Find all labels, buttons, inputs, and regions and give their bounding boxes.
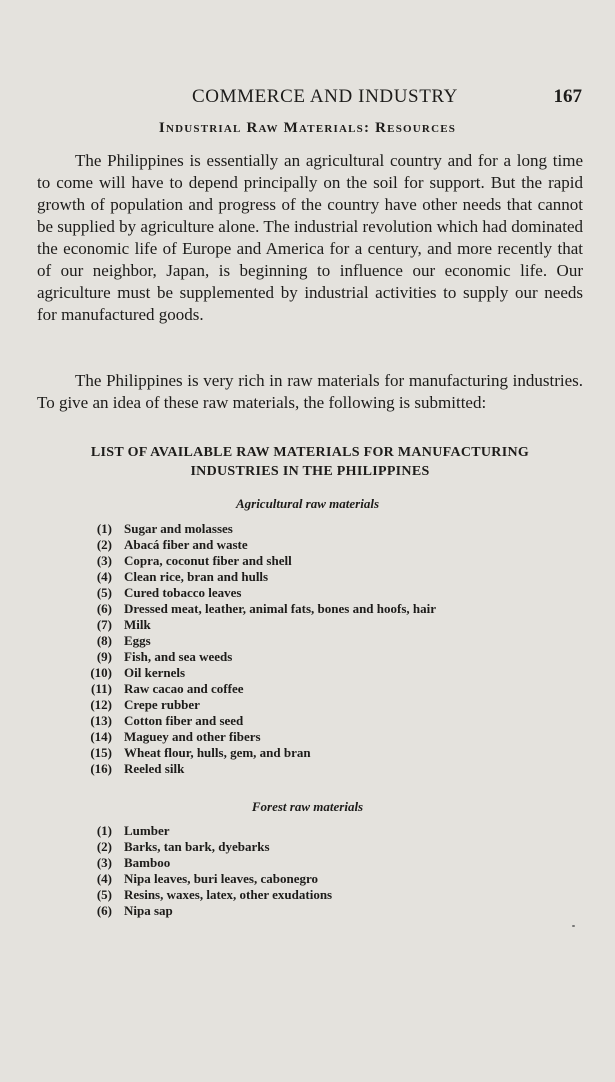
- item-text: Bamboo: [124, 855, 171, 870]
- section-heading: Industrial Raw Materials: Resources: [158, 120, 457, 136]
- item-number: (8): [96, 633, 112, 648]
- item-text: Resins, waxes, latex, other exudations: [124, 887, 333, 902]
- item-text: Sugar and molasses: [124, 521, 233, 536]
- item-text: Clean rice, bran and hulls: [124, 569, 269, 584]
- list-item: [78, 665, 578, 681]
- item-text: Cured tobacco leaves: [124, 585, 242, 600]
- item-text: Raw cacao and coffee: [124, 681, 244, 696]
- item-text: Eggs: [124, 633, 151, 648]
- item-number: (10): [90, 665, 112, 680]
- running-title: COMMERCE AND INDUSTRY: [192, 86, 458, 107]
- list-item: [78, 823, 578, 839]
- list-item: [78, 871, 578, 887]
- item-number: (3): [96, 855, 112, 870]
- page-number: 167: [553, 86, 582, 107]
- item-number: (16): [90, 761, 112, 776]
- item-text: Oil kernels: [124, 665, 186, 680]
- list-item: [78, 537, 578, 553]
- item-number: (5): [96, 585, 112, 600]
- agricultural-list: [78, 521, 578, 777]
- forest-heading: Forest raw materials: [251, 799, 364, 814]
- item-text: Copra, coconut fiber and shell: [124, 553, 292, 568]
- item-text: Nipa sap: [124, 903, 173, 918]
- paragraph-intro: The Philippines is essentially an agricultural country and for a long time to come will have to depend principally on the soil for support. But the rapid growth of population and progress of the country have other needs that cannot be supplied by agriculture alone. The industrial revolution which had dominated the economic life of Europe and America for a century, and more recently that of our neighbor, Japan, is beginning to influence our economic life. Our agriculture must be supplemented by industrial activities to supply our needs for manufactured goods.: [37, 151, 583, 324]
- item-number: (15): [90, 745, 112, 760]
- list-item: [78, 569, 578, 585]
- item-number: (4): [96, 569, 112, 584]
- item-number: (11): [91, 681, 112, 696]
- item-number: (2): [96, 839, 112, 854]
- list-item: [78, 839, 578, 855]
- list-item: [78, 729, 578, 745]
- item-text: Wheat flour, hulls, gem, and bran: [124, 745, 311, 760]
- list-item: [78, 761, 578, 777]
- item-number: (6): [96, 903, 112, 918]
- list-item: [78, 649, 578, 665]
- list-item: [78, 887, 578, 903]
- list-item: [78, 681, 578, 697]
- list-item: [78, 713, 578, 729]
- list-item: [78, 585, 578, 601]
- item-text: Milk: [124, 617, 151, 632]
- list-item: [78, 633, 578, 649]
- item-number: (14): [90, 729, 112, 744]
- item-number: (2): [96, 537, 112, 552]
- running-head: [0, 86, 615, 110]
- list-item: [78, 855, 578, 871]
- item-text: Barks, tan bark, dyebarks: [124, 839, 270, 854]
- item-number: (1): [96, 521, 112, 536]
- list-item: [78, 745, 578, 761]
- list-item: [78, 617, 578, 633]
- item-number: (7): [96, 617, 112, 632]
- list-item: [78, 521, 578, 537]
- item-number: (6): [96, 601, 112, 616]
- item-text: Fish, and sea weeds: [124, 649, 233, 664]
- list-title-line-2: INDUSTRIES IN THE PHILIPPINES: [190, 464, 430, 479]
- paragraph-raw-materials: The Philippines is very rich in raw materials for manufacturing industries. To give an idea of these raw materials, the following is submitted:: [37, 371, 583, 412]
- item-text: Cotton fiber and seed: [124, 713, 244, 728]
- item-text: Crepe rubber: [124, 697, 200, 712]
- item-text: Reeled silk: [124, 761, 185, 776]
- item-text: Dressed meat, leather, animal fats, bones and hoofs, hair: [124, 601, 437, 616]
- list-item: [78, 903, 578, 919]
- list-title-line-1: LIST OF AVAILABLE RAW MATERIALS FOR MANUFACTURING: [90, 445, 530, 460]
- item-text: Lumber: [124, 823, 170, 838]
- item-text: Nipa leaves, buri leaves, cabonegro: [124, 871, 319, 886]
- list-title: [30, 443, 590, 481]
- item-number: (12): [90, 697, 112, 712]
- item-number: (9): [96, 649, 112, 664]
- list-item: [78, 601, 578, 617]
- item-text: Abacá fiber and waste: [124, 537, 248, 552]
- forest-list: [78, 823, 578, 919]
- item-number: (5): [96, 887, 112, 902]
- item-number: (3): [96, 553, 112, 568]
- item-text: Maguey and other fibers: [124, 729, 261, 744]
- list-item: [78, 553, 578, 569]
- item-number: (13): [90, 713, 112, 728]
- list-item: [78, 697, 578, 713]
- page-speck: [572, 925, 575, 927]
- item-number: (1): [96, 823, 112, 838]
- item-number: (4): [96, 871, 112, 886]
- agricultural-heading: Agricultural raw materials: [235, 496, 380, 511]
